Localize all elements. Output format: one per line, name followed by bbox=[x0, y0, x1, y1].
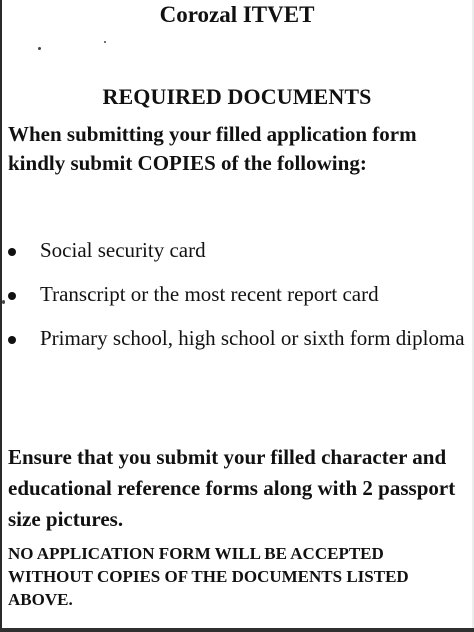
list-item bbox=[8, 280, 468, 309]
bullet-icon bbox=[8, 248, 16, 256]
scan-speck bbox=[38, 47, 41, 50]
list-item-label: Social security card bbox=[40, 238, 206, 262]
bullet-icon bbox=[8, 292, 16, 300]
bullet-icon bbox=[8, 336, 16, 344]
reference-instruction-text: Ensure that you submit your filled character and educational reference forms along with 2 passport size pictures. bbox=[8, 445, 456, 531]
scan-speck bbox=[2, 300, 5, 304]
scan-bottom-edge bbox=[0, 628, 474, 632]
intro-text: When submitting your filled application form kindly submit COPIES of the following: bbox=[8, 122, 417, 175]
warning-notice: NO APPLICATION FORM WILL BE ACCEPTED WITHOUT COPIES OF THE DOCUMENTS LISTED ABOVE. bbox=[8, 544, 409, 609]
institution-title: Corozal ITVET bbox=[159, 2, 315, 27]
section-heading: REQUIRED DOCUMENTS bbox=[102, 84, 372, 109]
list-item bbox=[8, 324, 468, 353]
list-item-label: Primary school, high school or sixth form diploma bbox=[40, 326, 465, 350]
list-item-label: Transcript or the most recent report card bbox=[40, 282, 379, 306]
list-item bbox=[8, 236, 468, 265]
scan-speck bbox=[104, 41, 106, 43]
required-documents-list bbox=[8, 236, 468, 353]
